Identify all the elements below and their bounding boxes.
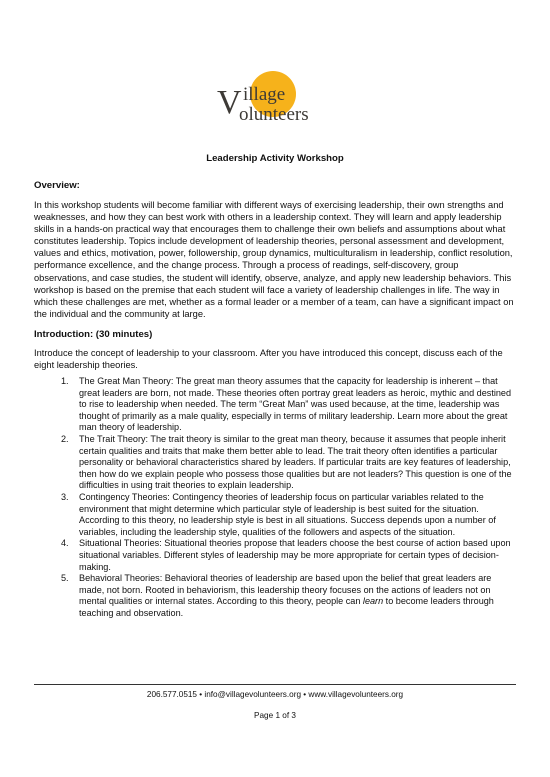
- list-item: [34, 573, 516, 619]
- list-item-number: 1.: [61, 376, 69, 386]
- list-item: [34, 376, 516, 434]
- list-item-number: 2.: [61, 433, 69, 444]
- overview-heading: Overview:: [34, 180, 80, 191]
- list-item-text: Contingency Theories: Contingency theories of leadership focus on particular variables related to the environment that might determine which particular style of leadership is best suited for the situation. According to this theory, no leadership style is best in all situations. Success depends upon a number of variables, including the leadership style, qualities of the followers and aspects of the situation.: [79, 491, 496, 537]
- introduction-paragraph: Introduce the concept of leadership to your classroom. After you have introduced this concept, discuss each of the eight leadership theories.: [34, 348, 503, 371]
- logo-initial-top: V: [217, 84, 242, 121]
- introduction-heading: Introduction: (30 minutes): [34, 329, 153, 340]
- list-item-text-before: Behavioral Theories: Behavioral theories of leadership are based upon the belief that great leaders are made, not born. Rooted in behaviorism, this leadership theory focuses on the actions of leaders not on mental qualities or internal states. According to this theory, people can: [79, 573, 492, 607]
- list-item: [34, 434, 516, 492]
- footer-divider: [34, 684, 516, 685]
- footer-contact: 206.577.0515 • info@villagevolunteers.org • www.villagevolunteers.org: [146, 690, 404, 699]
- list-item-text-after: to become leaders through teaching and observation.: [79, 596, 494, 618]
- list-item: [34, 492, 516, 538]
- leadership-theories-list: [34, 376, 516, 619]
- list-item-number: 3.: [61, 491, 69, 502]
- list-item-text: Situational Theories: Situational theories propose that leaders choose the best course of action based upon situational variables. Different styles of leadership may be more appropriate for certain types of decision-making.: [79, 538, 511, 572]
- overview-paragraph: In this workshop students will become familiar with different ways of exercising leadership, their own strengths and weaknesses, and how they can best work with others in a leadership context. They will learn and apply leadership skills in a hands-on practical way that encourages them to challenge their own beliefs and assumptions about what constitutes leadership. Topics include development of leadership theories, personal assessment and development, values and ethics, motivation, power, followership, group dynamics, multiculturalism in leadership, conflict resolution, performance excellence, and the change process. Through a process of readings, self-discovery, group observations, and case studies, the student will identify, observe, analyze, and apply new leadership behaviors. This workshop is based on the premise that each student will face a variety of leadership challenges in life. The way in which these challenges are met, whether as a formal leader or a member of a team, can have a significant impact on the individual and the community at large.: [34, 200, 514, 319]
- logo-line1: illage: [243, 84, 286, 105]
- village-volunteers-logo: [215, 70, 340, 132]
- list-item-text: The Trait Theory: The trait theory is similar to the great man theory, because it assumes that people inherit certain qualities and traits that make them better able to lead. The trait theory often identifies a particular personality or behavioral characteristics shared by leaders. If particular traits are key features of leadership, then how do we explain people who possess those qualities but are not leaders? This question is one of the difficulties in using trait theories to explain leadership.: [79, 433, 512, 491]
- logo-line2: olunteers: [239, 104, 309, 125]
- list-item: [34, 538, 516, 573]
- list-item-number: 5.: [61, 573, 69, 584]
- list-item-text: The Great Man Theory: The great man theory assumes that the capacity for leadership is inherent – that great leaders are born, not made. These theories often portray great leaders as heroic, mythic and destined to rise to leadership when needed. The term “Great Man” was used because, at the time, leadership was thought of primarily as a male quality, especially in terms of military leadership. Learn more about the great man theory of leadership.: [79, 376, 512, 433]
- list-item-emphasis: learn: [362, 596, 384, 607]
- list-item-number: 4.: [61, 538, 69, 549]
- page-number: Page 1 of 3: [254, 711, 296, 720]
- document-title: Leadership Activity Workshop: [206, 153, 344, 164]
